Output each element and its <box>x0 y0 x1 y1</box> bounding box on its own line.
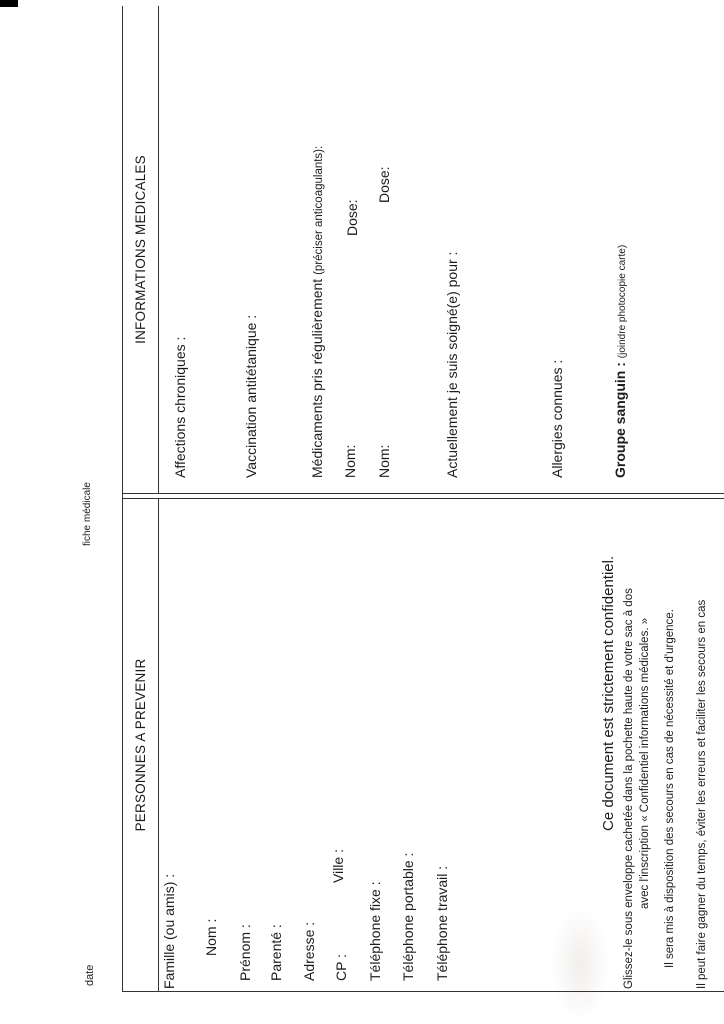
prenom-field-label: Prénom : <box>237 924 253 981</box>
medical-header <box>123 6 159 493</box>
treatment-field-label: Actuellement je suis soigné(e) pour : <box>444 251 460 478</box>
nom-field-label: Nom : <box>203 918 219 956</box>
urgency-note: Il sera mis à disposition des secours en cas de nécessité et d'urgence. <box>664 609 676 968</box>
medication-1-dose-label: Dose: <box>344 199 360 236</box>
affections-field-label: Affections chroniques : <box>172 336 188 478</box>
envelope-instruction-line2: avec l'inscription « Confidentiel informations médicales. » <box>639 617 651 909</box>
contacts-title: PERSONNES A PREVENIR <box>133 658 148 832</box>
medications-field-label <box>309 146 325 478</box>
time-saving-note: Il peut faire gagner du temps, éviter les erreurs et faciliter les secours en cas <box>696 599 708 989</box>
medication-2-name-label: Nom: <box>376 444 392 478</box>
form-table <box>122 6 724 992</box>
date-label: date <box>84 964 96 986</box>
blood-group-label-text: Groupe sanguin : <box>612 362 628 478</box>
tel-travail-field-label: Téléphone travail : <box>434 865 450 981</box>
medication-2-dose-label: Dose: <box>376 166 392 203</box>
cp-field-label: CP : <box>333 954 349 981</box>
medication-1-name-label: Nom: <box>342 444 358 478</box>
ville-field-label: Ville : <box>330 849 346 883</box>
tel-portable-field-label: Téléphone portable : <box>400 852 416 981</box>
blood-group-field-label <box>612 245 628 478</box>
column-separator <box>123 493 724 499</box>
tel-fixe-field-label: Téléphone fixe : <box>367 881 383 981</box>
confidential-notice: Ce document est strictement confidentiel. <box>600 555 617 831</box>
family-label: Famille (ou amis) : <box>161 873 177 989</box>
allergies-field-label: Allergies connues : <box>549 359 565 478</box>
vaccination-field-label: Vaccination antitétanique : <box>243 314 259 478</box>
medications-label-note: (préciser anticoagulants): <box>313 145 325 275</box>
contacts-header <box>123 499 159 991</box>
document-label: fiche médicale <box>82 482 93 546</box>
parente-field-label: Parenté : <box>268 924 284 981</box>
blood-group-label-note: (joindre photocopie carte) <box>617 244 628 359</box>
medical-title: INFORMATIONS MEDICALES <box>133 155 148 344</box>
envelope-instruction-line1: Glissez-le sous enveloppe cachetée dans la pochette haute de votre sac à dos <box>623 588 635 989</box>
adresse-field-label: Adresse : <box>301 921 317 981</box>
medications-label-text: Médicaments pris régulièrement <box>309 278 325 478</box>
